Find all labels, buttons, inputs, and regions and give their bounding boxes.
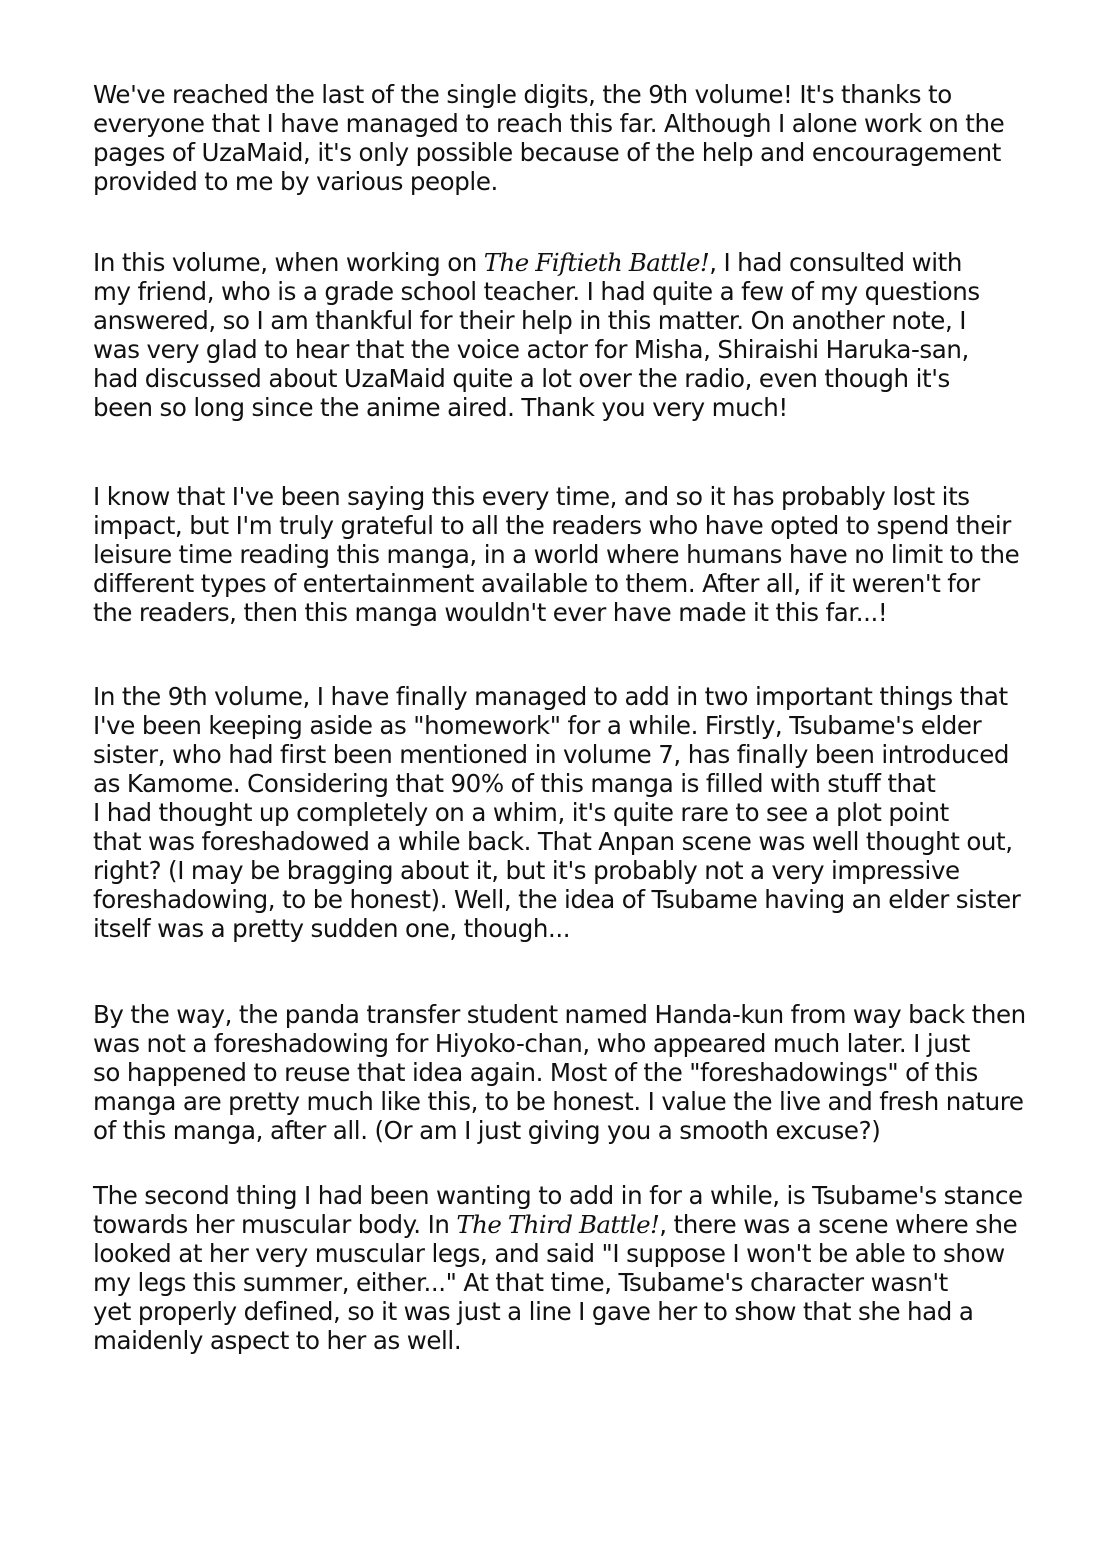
text-line: manga are pretty much like this, to be honest. I value the live and fresh nature [93, 1087, 1024, 1116]
paragraph-muscular-body [93, 1181, 1033, 1355]
text-line: pages of UzaMaid, it's only possible because of the help and encouragement [93, 138, 1002, 167]
text-line: In the 9th volume, I have finally managed to add in two important things that [93, 682, 1008, 711]
text-line: towards her muscular body. [93, 1210, 421, 1239]
text-line: my friend, who is a grade school teacher. I had quite a few of my questions [93, 277, 980, 306]
text-line: looked at her very muscular legs, and said "I suppose I won't be able to show [93, 1239, 1005, 1268]
paragraph-homework [93, 682, 1033, 943]
chapter-title: The Third Battle! [456, 1210, 660, 1239]
text-line: been so long since the anime aired. Thank you very much! [93, 393, 788, 422]
text-line: was not a foreshadowing for Hiyoko-chan, who appeared much later. I just [93, 1029, 970, 1058]
text-line: leisure time reading this manga, in a world where humans have no limit to the [93, 540, 1020, 569]
text-line: I know that I've been saying this every time, and so it has probably lost its [93, 482, 970, 511]
text-line: sister, who had first been mentioned in volume 7, has finally been introduced [93, 740, 1010, 769]
text-line: I had thought up completely on a whim, it's quite rare to see a plot point [93, 798, 949, 827]
text-line: , there was a scene where she [659, 1210, 1018, 1239]
text-line: right? (I may be bragging about it, but it's probably not a very impressive [93, 856, 960, 885]
text-line: foreshadowing, to be honest). Well, the idea of Tsubame having an elder sister [93, 885, 1021, 914]
paragraph-thanks-teacher [93, 248, 1033, 422]
text-line: itself was a pretty sudden one, though... [93, 914, 571, 943]
text-line: In this volume, when working on [93, 248, 484, 277]
text-line: , I had consulted with [709, 248, 962, 277]
text-line: answered, so I am thankful for their help in this matter. On another note, I [93, 306, 967, 335]
text-line: the readers, then this manga wouldn't ever have made it this far...! [93, 598, 888, 627]
text-line: that was foreshadowed a while back. That Anpan scene was well thought out, [93, 827, 1013, 856]
paragraph-foreshadowing [93, 1000, 1033, 1145]
text-line: The second thing I had been wanting to add in for a while, is Tsubame's stance [93, 1181, 1023, 1210]
text-line: We've reached the last of the single digits, the 9th volume! It's thanks to [93, 80, 952, 109]
text-line: different types of entertainment available to them. After all, if it weren't for [93, 569, 980, 598]
text-line: my legs this summer, either..." At that time, Tsubame's character wasn't [93, 1268, 948, 1297]
text-line: of this manga, after all. (Or am I just giving you a smooth excuse?) [93, 1116, 881, 1145]
text-line: had discussed about UzaMaid quite a lot over the radio, even though it's [93, 364, 950, 393]
text-line: In [427, 1210, 457, 1239]
text-line: everyone that I have managed to reach this far. Although I alone work on the [93, 109, 1005, 138]
text-line: maidenly aspect to her as well. [93, 1326, 462, 1355]
text-line: yet properly defined, so it was just a line I gave her to show that she had a [93, 1297, 974, 1326]
text-line: impact, but I'm truly grateful to all the readers who have opted to spend their [93, 511, 1011, 540]
text-line: By the way, the panda transfer student named Handa-kun from way back then [93, 1000, 1026, 1029]
paragraph-readers [93, 482, 1033, 627]
text-line: so happened to reuse that idea again. Most of the "foreshadowings" of this [93, 1058, 978, 1087]
text-line: I've been keeping aside as "homework" for a while. Firstly, Tsubame's elder [93, 711, 982, 740]
paragraph-intro [93, 80, 1033, 196]
text-line: provided to me by various people. [93, 167, 498, 196]
text-line: was very glad to hear that the voice actor for Misha, Shiraishi Haruka-san, [93, 335, 969, 364]
text-line: as Kamome. Considering that 90% of this manga is filled with stuff that [93, 769, 936, 798]
chapter-title: The Fiftieth Battle! [483, 248, 710, 277]
